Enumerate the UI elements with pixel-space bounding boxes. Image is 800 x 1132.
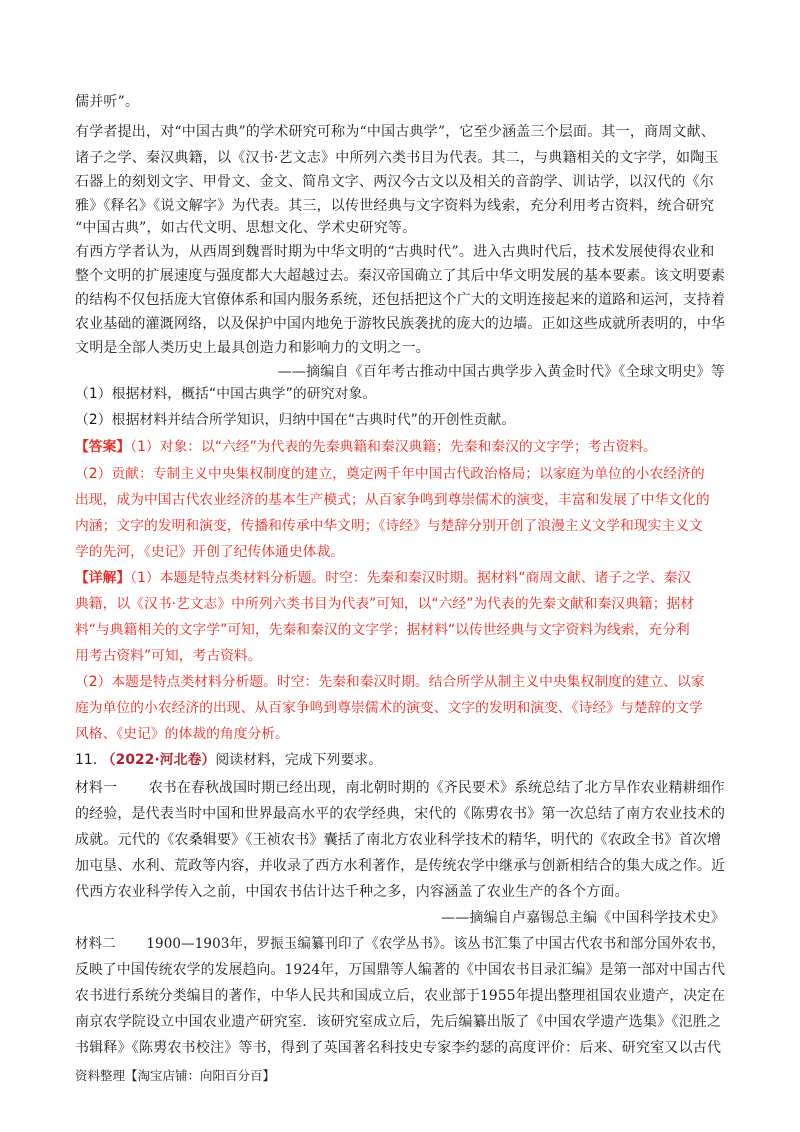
detail-line: （2）本题是特点类材料分析题。时空：先秦和秦汉时期。结合所学从制主义中央集权制度的建立、以家	[75, 674, 705, 690]
detail-line: 典籍，以《汉书·艺文志》中所列六类书目为代表”可知，以“六经”为代表的先秦文献和秦汉典籍；据材	[75, 596, 695, 612]
material1-text: 农书在春秋战国时期已经出现，南北朝时期的《齐民要术》系统总结了北方旱作农业精耕细作	[148, 780, 725, 796]
answer-line: 学的先河，《史记》开创了纪传体通史体裁。	[75, 544, 345, 560]
detail-line: 风格、《史记》的体裁的角度分析。	[75, 726, 289, 742]
answer-line	[75, 437, 657, 457]
passage-line: 有学者提出，对“中国古典”的学术研究可称为“中国古典学”，它至少涵盖三个层面。其一，商周文献、	[75, 124, 716, 140]
detail-text: （1）本题是特点类材料分析题。时空：先秦和秦汉时期。据材料“商周文献、诸子之学、秦汉	[130, 570, 692, 586]
passage-line: 诸子之学、秦汉典籍，以《汉书·艺文志》中所列六类书目为代表。其二，与典籍相关的文字学，如陶玉	[75, 150, 719, 166]
material2-label: 材料二	[75, 936, 116, 952]
passage-line: 儒并听”。	[75, 94, 140, 110]
page-footer: 资料整理【淘宝店铺：向阳百分百】	[75, 1068, 276, 1083]
passage-line: 雅》《释名》《说文解字》为代表。其三，以传世经典与文字资料为线索，充分利用考古资料，统合研究	[75, 198, 715, 214]
detail-line: 料“与典籍相关的文字学”可知，先秦和秦汉的文字学；据材料“以传世经典与文字资料为线索，充分利	[75, 622, 690, 638]
answer-text: （1）对象：以“六经”为代表的先秦典籍和秦汉典籍；先秦和秦汉的文字学；考古资料。	[130, 439, 657, 455]
passage-line: 整个文明的扩展速度与强度都大大超越过去。秦汉帝国确立了其后中华文明发展的基本要素。该文明要素	[75, 268, 726, 284]
question-source: （2022·河北卷）	[101, 752, 216, 768]
question-text: 阅读材料，完成下列要求。	[215, 752, 383, 768]
passage-line: “中国古典”，如古代文明、思想文化、学术史研究等。	[75, 220, 417, 236]
material2-text: 1900—1903年，罗振玉编纂刊印了《农学丛书》。该丛书汇集了中国古代农书和部分国外农书，	[146, 936, 726, 952]
question-number: 11.	[75, 752, 98, 768]
material2-line: 农书进行系统分类编目的著作，中华人民共和国成立后，农业部于1955年提出整理祖国农业遗产，决定在	[75, 988, 726, 1004]
material2-line	[75, 934, 725, 954]
material1-label: 材料一	[75, 780, 118, 796]
answer-line: 出现，成为中国古代农业经济的基本生产模式；从百家争鸣到尊崇儒术的演变，丰富和发展了中华文化的	[75, 492, 710, 508]
question-2: （2）根据材料并结合所学知识，归纳中国在“古典时代”的开创性贡献。	[75, 412, 516, 428]
question-11	[75, 750, 382, 770]
material1-source: ——摘编自卢嘉锡总主编《中国科学技术史》	[441, 910, 725, 926]
material1-line	[75, 778, 725, 798]
detail-tag: 【详解】	[75, 570, 131, 586]
material2-line: 南京农学院设立中国农业遗产研究室．该研究室成立后，先后编纂出版了《中国农学遗产选集》《氾胜之	[75, 1014, 722, 1030]
detail-line	[75, 568, 691, 588]
material2-line: 反映了中国传统农学的发展趋向。1924年，万国鼎等人编著的《中国农书目录汇编》是第一部对中国古代	[75, 962, 726, 978]
material1-line: 的经验，是代表当时中国和世界最高水平的农学经典，宋代的《陈旉农书》第一次总结了南方农业技术的	[75, 806, 726, 822]
passage-line: 有西方学者认为，从西周到魏晋时期为中华文明的“古典时代”。进入古典时代后，技术发展使得农业和	[75, 244, 715, 260]
passage-line: 农业基础的灌溉网络，以及保护中国内地免于游牧民族袭扰的庞大的边墙。正如这些成就所表明的，中华	[75, 316, 726, 332]
detail-line: 庭为单位的小农经济的出现、从百家争鸣到尊崇儒术的演变、文字的发明和演变、《诗经》与楚辞的文学	[75, 700, 703, 716]
passage-source: ——摘编自《百年考古推动中国古典学步入黄金时代》《全球文明史》等	[277, 364, 725, 380]
passage-line: 的结构不仅包括庞大官僚体系和国内服务系统，还包括把这个广大的文明连接起来的道路和运河，支持着	[75, 292, 726, 308]
passage-line: 文明是全部人类历史上最具创造力和影响力的文明之一。	[75, 340, 430, 356]
detail-line: 用考古资料”可知，考古资料。	[75, 648, 262, 664]
passage-line: 石器上的刻划文字、甲骨文、金文、简帛文字、两汉今古文以及相关的音韵学、训诂学，以汉代的《尔	[75, 174, 714, 190]
question-1: （1）根据材料，概括“中国古典学”的研究对象。	[75, 386, 377, 402]
material1-line: 代西方农业科学传入之前，中国农书估计达千种之多，内容涵盖了农业生产的各个方面。	[75, 884, 629, 900]
material2-line: 书辑释》《陈旉农书校注》等书，得到了英国著名科技史专家李约瑟的高度评价：后来、研究室又以古代	[75, 1040, 722, 1056]
material1-line: 成就。元代的《农桑辑要》《王祯农书》囊括了南北方农业科学技术的精华，明代的《农政全书》首次增	[75, 832, 722, 848]
answer-tag: 【答案】	[75, 439, 131, 455]
material1-line: 加屯垦、水利、荒政等内容，并收录了西方水利著作，是传统农学中继承与创新相结合的集大成之作。近	[75, 858, 726, 874]
answer-line: 内涵；文字的发明和演变，传播和传承中华文明；《诗经》与楚辞分别开创了浪漫主义文学和现实主义文	[75, 518, 703, 534]
answer-line: （2）贡献：专制主义中央集权制度的建立，奠定两千年中国古代政治格局；以家庭为单位的小农经济的	[75, 466, 705, 482]
